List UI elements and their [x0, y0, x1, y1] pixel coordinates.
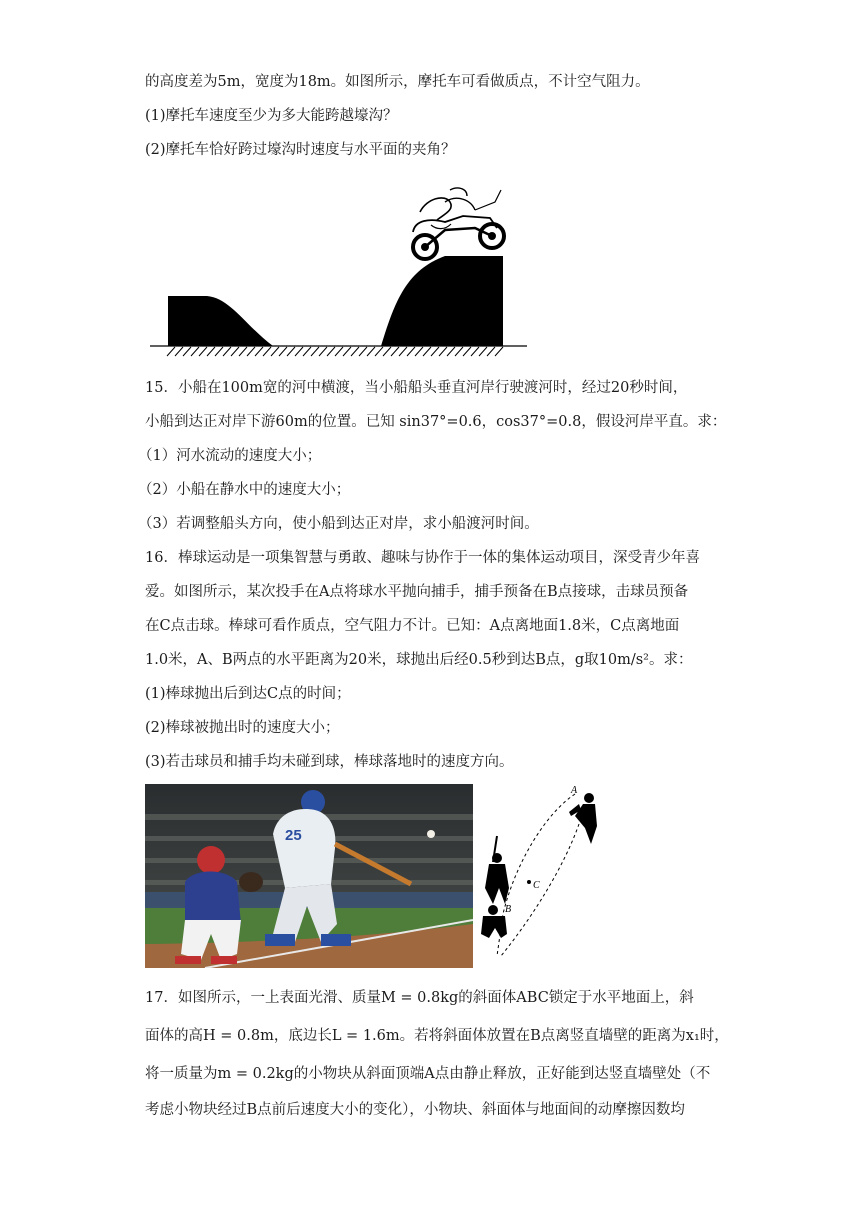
baseball-photo [145, 784, 473, 968]
q17-text-line-4: 考虑小物块经过B点前后速度大小的变化），小物块、斜面体与地面间的动摩擦因数均 [145, 1102, 685, 1118]
q15-sub-question-2: （2）小船在静水中的速度大小； [138, 482, 351, 498]
point-b-label: B [505, 904, 512, 915]
q16-text-line-2: 爱。如图所示，某次投手在A点将球水平抛向捕手，捕手预备在B点接球，击球员预备 [145, 584, 689, 600]
q16-text-line-3: 在C点击球。棒球可看作质点，空气阻力不计。已知：A点离地面1.8米，C点离地面 [145, 618, 680, 634]
q15-text-line-1: 15．小船在100m宽的河中横渡，当小船船头垂直河岸行驶渡河时，经过20秒时间， [145, 380, 688, 396]
q16-sub-question-2: (2)棒球被抛出时的速度大小； [145, 720, 340, 736]
q17-text-line-2: 面体的高H = 0.8m，底边长L = 1.6m。若将斜面体放置在B点离竖直墙壁的距离为x₁时， [145, 1028, 729, 1044]
q15-text-line-2: 小船到达正对岸下游60m的位置。已知 sin37°=0.6，cos37°=0.8，假设河岸平直。求： [145, 414, 727, 430]
q17-text-line-3: 将一质量为m = 0.2kg的小物块从斜面顶端A点由静止释放，正好能到达竖直墙壁处（不 [145, 1066, 711, 1082]
q16-text-line-1: 16．棒球运动是一项集智慧与勇敢、趣味与协作于一体的集体运动项目，深受青少年喜 [145, 550, 700, 566]
point-c-label: C [533, 880, 540, 891]
catcher-silhouette [481, 905, 507, 938]
q16-text-line-4: 1.0米，A、B两点的水平距离为20米，球抛出后经0.5秒到达B点，g取10m/s²。求： [145, 652, 693, 668]
q14-sub-question-1: (1)摩托车速度至少为多大能跨越壕沟？ [145, 108, 398, 124]
q14-sub-question-2: (2)摩托车恰好跨过壕沟时速度与水平面的夹角？ [145, 142, 456, 158]
q14-text-line-1: 的高度差为5m，宽度为18m。如图所示，摩托车可看做质点，不计空气阻力。 [145, 74, 650, 90]
pitcher-silhouette [569, 793, 597, 844]
q16-sub-question-1: (1)棒球抛出后到达C点的时间； [145, 686, 351, 702]
q17-text-line-1: 17．如图所示，一上表面光滑、质量M = 0.8kg的斜面体ABC锁定于水平地面上，斜 [145, 990, 694, 1006]
motorcycle-icon [413, 188, 504, 259]
jersey-number: 25 [285, 827, 302, 844]
baseball-trajectory-diagram [475, 784, 605, 968]
point-a-label: A [571, 785, 578, 796]
q15-sub-question-1: （1）河水流动的速度大小； [138, 448, 322, 464]
batter-silhouette [485, 836, 509, 904]
q15-sub-question-3: （3）若调整船头方向，使小船到达正对岸，求小船渡河时间。 [138, 516, 539, 532]
q16-sub-question-3: (3)若击球员和捕手均未碰到球，棒球落地时的速度方向。 [145, 754, 514, 770]
motorcycle-ditch-figure [145, 180, 535, 360]
